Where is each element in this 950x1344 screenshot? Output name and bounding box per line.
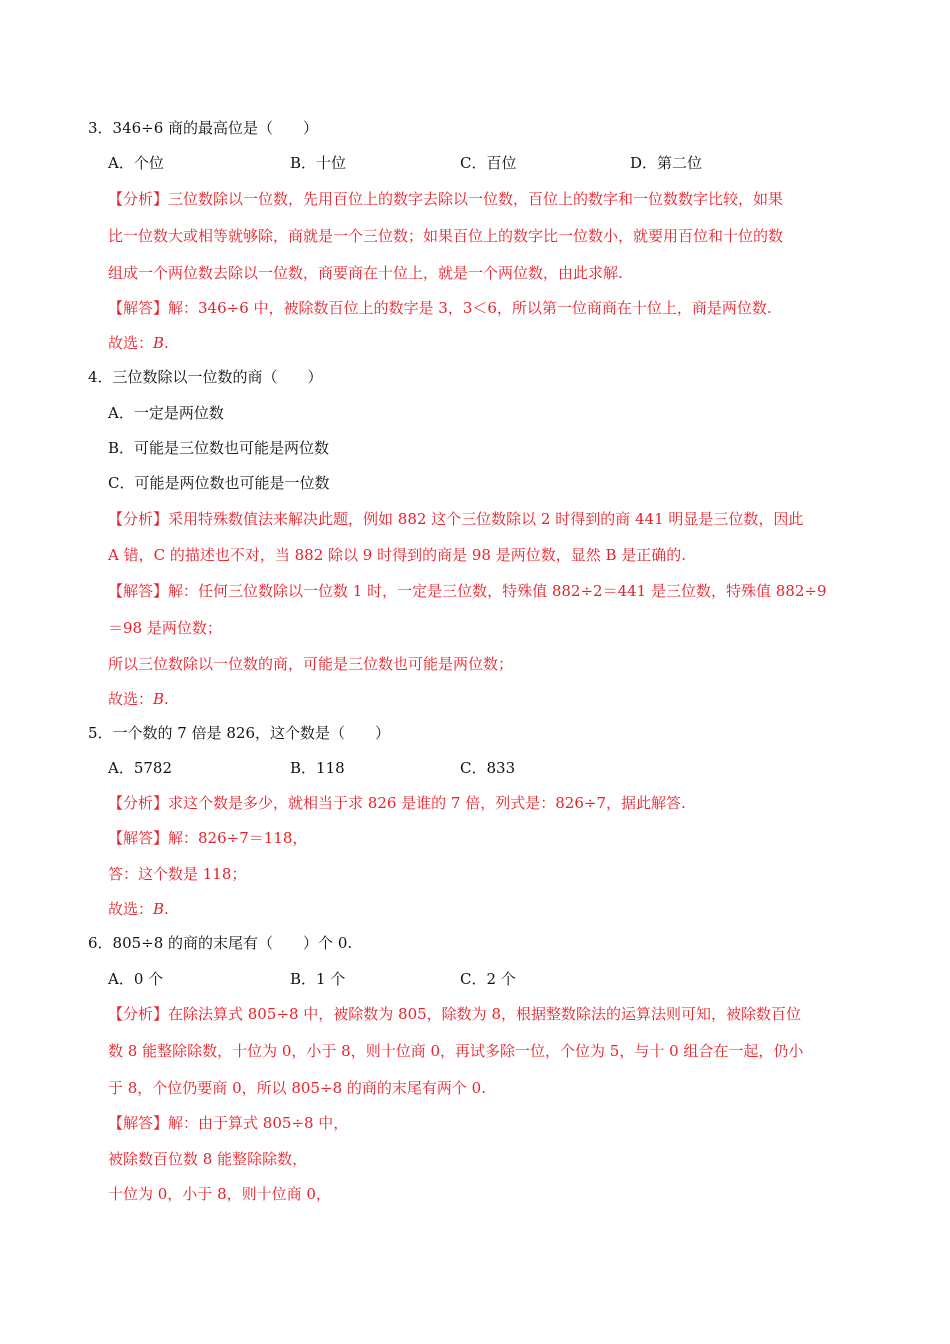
q4-answer-line-3: 所以三位数除以一位数的商，可能是三位数也可能是两位数； (108, 655, 514, 673)
q5-analysis-line-1: 【分析】求这个数是多少，就相当于求 826 是谁的 7 倍，列式是：826÷7，据此解答. (108, 794, 686, 812)
q4-choice: 故选：B. (108, 690, 169, 708)
question-5-stem: 5．一个数的 7 倍是 826，这个数是（ ） (88, 724, 391, 742)
q3-option-d: D．第二位 (630, 154, 703, 172)
q5-choice: 故选：B. (108, 900, 169, 918)
q4-option-b: B．可能是三位数也可能是两位数 (108, 439, 330, 457)
q5-option-c: C．833 (460, 759, 516, 777)
q6-option-b: B．1 个 (290, 970, 346, 988)
q3-option-b: B．十位 (290, 154, 347, 172)
q4-analysis-line-1: 【分析】采用特殊数值法来解决此题，例如 882 这个三位数除以 2 时得到的商 441 明显是三位数，因此 (108, 510, 804, 528)
q5-answer-line-2: 答：这个数是 118； (108, 865, 247, 883)
q3-option-a: A．个位 (108, 154, 164, 172)
q5-answer-line-1: 【解答】解：826÷7＝118， (108, 829, 308, 847)
q4-answer-line-1: 【解答】解：任何三位数除以一位数 1 时，一定是三位数，特殊值 882÷2＝441 是三位数，特殊值 882÷9 (108, 582, 827, 600)
q3-analysis-line-2: 比一位数大或相等就够除，商就是一个三位数；如果百位上的数字比一位数小，就要用百位和十位的数 (108, 227, 784, 245)
q5-option-b: B．118 (290, 759, 345, 777)
q4-option-c: C．可能是两位数也可能是一位数 (108, 474, 330, 492)
q4-option-a: A．一定是两位数 (108, 404, 224, 422)
q6-analysis-line-1: 【分析】在除法算式 805÷8 中，被除数为 805，除数为 8，根据整数除法的运算法则可知，被除数百位 (108, 1005, 801, 1023)
q6-option-c: C．2 个 (460, 970, 516, 988)
q3-analysis-line-3: 组成一个两位数去除以一位数，商要商在十位上，就是一个两位数，由此求解. (108, 264, 623, 282)
q4-analysis-line-2: A 错，C 的描述也不对，当 882 除以 9 时得到的商是 98 是两位数，显然 B 是正确的. (108, 546, 687, 564)
q3-choice: 故选：B. (108, 334, 169, 352)
q6-option-a: A．0 个 (108, 970, 164, 988)
q6-analysis-line-2: 数 8 能整除除数，十位为 0，小于 8，则十位商 0，再试多除一位，个位为 5，与十 0 组合在一起，仍小 (108, 1042, 804, 1060)
question-3-stem: 3．346÷6 商的最高位是（ ） (88, 119, 319, 137)
q3-option-c: C．百位 (460, 154, 517, 172)
q6-answer-line-3: 十位为 0，小于 8，则十位商 0， (108, 1185, 331, 1203)
question-6-stem: 6．805÷8 的商的末尾有（ ）个 0. (88, 934, 353, 952)
question-4-stem: 4．三位数除以一位数的商（ ） (88, 368, 323, 386)
q3-answer-line-1: 【解答】解：346÷6 中，被除数百位上的数字是 3，3＜6，所以第一位商商在十位上，商是两位数. (108, 299, 772, 317)
q3-analysis-line-1: 【分析】三位数除以一位数，先用百位上的数字去除以一位数，百位上的数字和一位数数字比较，如果 (108, 190, 784, 208)
q6-analysis-line-3: 于 8，个位仍要商 0，所以 805÷8 的商的末尾有两个 0. (108, 1079, 486, 1097)
q6-answer-line-1: 【解答】解：由于算式 805÷8 中， (108, 1114, 349, 1132)
q5-option-a: A．5782 (108, 759, 173, 777)
q6-answer-line-2: 被除数百位数 8 能整除除数， (108, 1150, 308, 1168)
q4-answer-line-2: ＝98 是两位数； (108, 619, 222, 637)
